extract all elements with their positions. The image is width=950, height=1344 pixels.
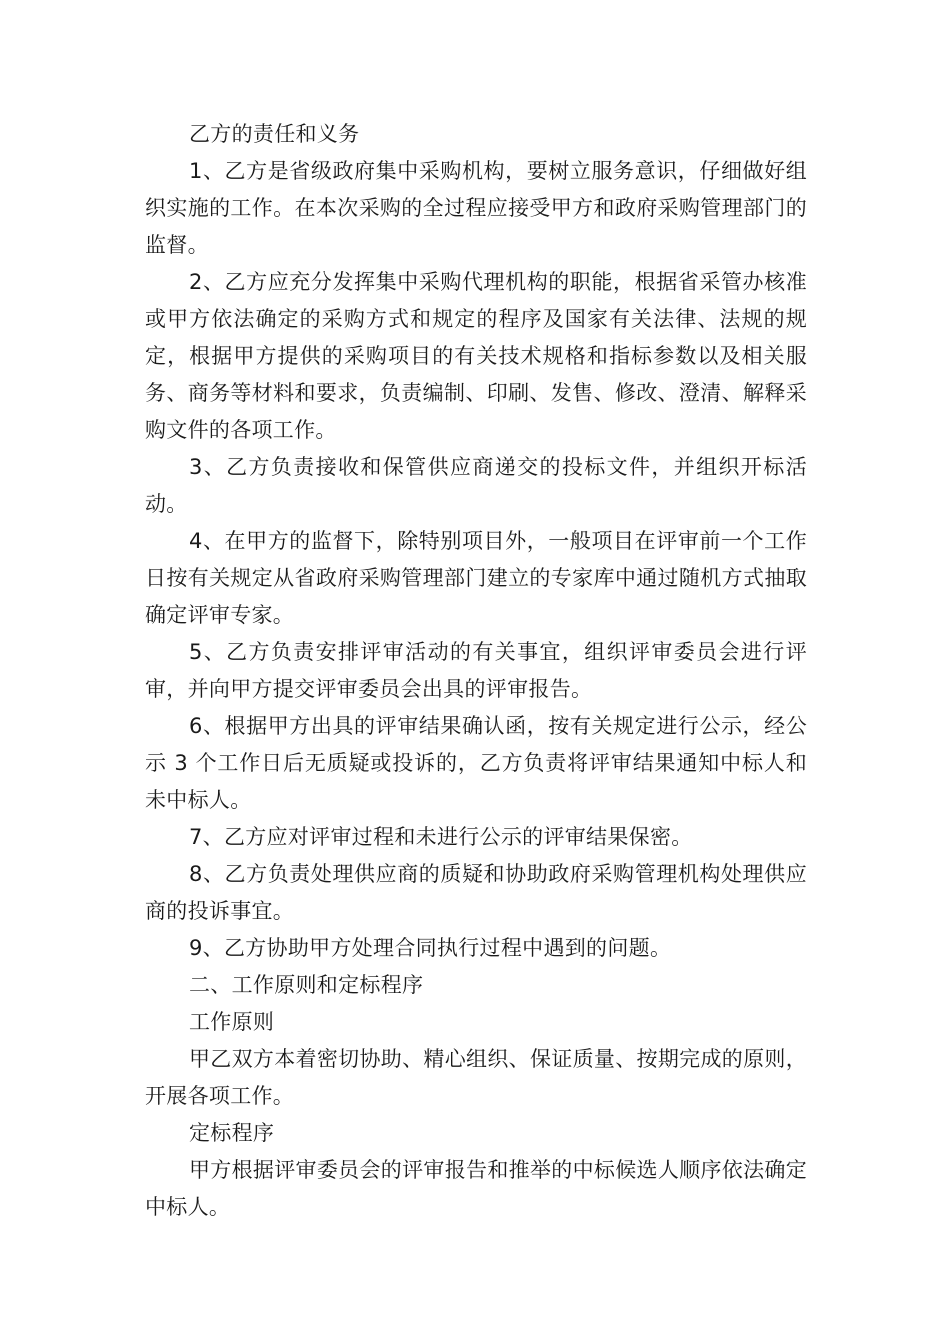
paragraph-item-7: 7、乙方应对评审过程和未进行公示的评审结果保密。 [189, 825, 693, 849]
document-body [145, 116, 807, 1226]
paragraph-item-8: 8、乙方负责处理供应商的质疑和协助政府采购管理机构处理供应商的投诉事宜。 [145, 862, 807, 923]
paragraph-item-5: 5、乙方负责安排评审活动的有关事宜，组织评审委员会进行评审，并向甲方提交评审委员会出具的评审报告。 [145, 640, 807, 701]
paragraph-award-procedure: 甲方根据评审委员会的评审报告和推举的中标候选人顺序依法确定中标人。 [145, 1158, 807, 1219]
paragraph-item-4: 4、在甲方的监督下，除特别项目外，一般项目在评审前一个工作日按有关规定从省政府采购管理部门建立的专家库中通过随机方式抽取确定评审专家。 [145, 529, 807, 627]
paragraph-item-6: 6、根据甲方出具的评审结果确认函，按有关规定进行公示，经公示 3 个工作日后无质疑或投诉的，乙方负责将评审结果通知中标人和未中标人。 [145, 714, 807, 812]
paragraph-item-1: 1、乙方是省级政府集中采购机构，要树立服务意识，仔细做好组织实施的工作。在本次采购的全过程应接受甲方和政府采购管理部门的监督。 [145, 159, 807, 257]
paragraph-item-9: 9、乙方协助甲方处理合同执行过程中遇到的问题。 [189, 936, 672, 960]
paragraph-work-principle: 甲乙双方本着密切协助、精心组织、保证质量、按期完成的原则，开展各项工作。 [145, 1047, 807, 1108]
paragraph-item-2: 2、乙方应充分发挥集中采购代理机构的职能，根据省采管办核准或甲方依法确定的采购方式和规定的程序及国家有关法律、法规的规定，根据甲方提供的采购项目的有关技术规格和指标参数以及相关服务、商务等材料和要求，负责编制、印刷、发售、修改、澄清、解释采购文件的各项工作。 [145, 270, 807, 442]
section-heading-principles: 二、工作原则和定标程序 [189, 973, 424, 997]
subheading-work-principle: 工作原则 [189, 1010, 275, 1034]
section-heading-obligations: 乙方的责任和义务 [189, 122, 360, 146]
paragraph-item-3: 3、乙方负责接收和保管供应商递交的投标文件，并组织开标活动。 [145, 455, 807, 516]
subheading-award-procedure: 定标程序 [189, 1121, 275, 1145]
